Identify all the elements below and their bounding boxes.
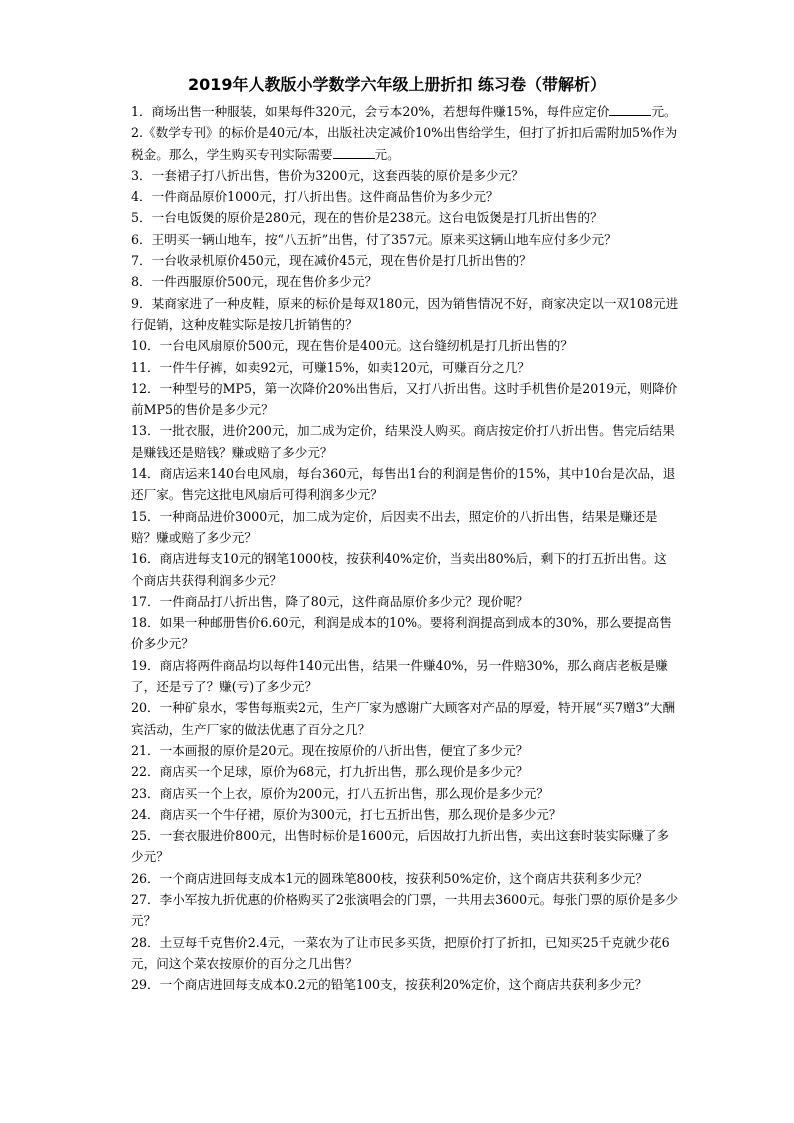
question-2 bbox=[131, 122, 679, 165]
answer-blank bbox=[609, 102, 651, 116]
question-2-unit: 元。 bbox=[374, 146, 400, 162]
question-1-text: 1．商场出售一种服装，如果每件320元，会亏本20%，若想每件赚15%，每件应定价 bbox=[131, 104, 610, 119]
question-3: 3．一套裙子打八折出售，售价为3200元，这套西装的原价是多少元？ bbox=[131, 167, 524, 183]
question-28: 28．土豆每千克售价2.4元，一菜农为了让市民多买货，把原价打了折扣，已知买25千克就少花6元，问这个菜农按原价的百分之几出售？ bbox=[131, 934, 670, 971]
question-13: 13．一批衣服，进价200元，加二成为定价，结果没人购买。商店按定价打八折出售。售完后结果是赚钱还是赔钱？赚或赔了多少元？ bbox=[131, 423, 675, 460]
question-1-unit: 元。 bbox=[651, 104, 677, 119]
question-23: 23．商店买一个上衣，原价为200元，打八五折出售，那么现价是多少元？ bbox=[131, 785, 549, 801]
question-21: 21．一本画报的原价是20元。现在按原价的八折出售，便宜了多少元？ bbox=[131, 742, 529, 758]
question-11: 11．一件牛仔裤，如卖92元，可赚15%，如卖120元，可赚百分之几？ bbox=[131, 359, 530, 375]
question-12: 12．一种型号的MP5，第一次降价20%出售后，又打八折出售。这时手机售价是2019元，则降价前MP5的售价是多少元？ bbox=[131, 380, 678, 418]
question-25: 25．一套衣服进价800元，出售时标价是1600元，后因故打九折出售，卖出这套时装实际赚了多少元？ bbox=[131, 828, 670, 865]
question-16: 16．商店进每支10元的钢笔1000枝，按获利40%定价，当卖出80%后，剩下的打五折出售。这个商店共获得利润多少元？ bbox=[131, 551, 667, 588]
question-17: 17．一件商品打八折出售，降了80元，这件商品原价多少元？现价呢？ bbox=[131, 593, 529, 609]
question-29: 29．一个商店进回每支成本0.2元的铅笔100支，按获利20%定价，这个商店共获利多少元？ bbox=[131, 977, 648, 993]
question-22: 22．商店买一个足球，原价为68元，打九折出售，那么现价是多少元？ bbox=[131, 764, 529, 780]
question-6: 6．王明买一辆山地车，按“八五折”出售，付了357元。原来买这辆山地车应付多少元？ bbox=[131, 231, 617, 247]
question-26: 26．一个商店进回每支成本1元的圆珠笔800枝，按获利50%定价，这个商店共获利多少元？ bbox=[131, 870, 648, 886]
question-5: 5．一台电饭煲的原价是280元，现在的售价是238元。这台电饭煲是打几折出售的？ bbox=[131, 210, 603, 226]
question-2-text: 2.《数学专刊》的标价是40元/本，出版社决定减价10%出售给学生，但打了折扣后需附加5%作为税金。那么，学生购买专刊实际需要 bbox=[131, 125, 678, 162]
question-27: 27．李小军按九折优惠的价格购买了2张演唱会的门票，一共用去3600元。每张门票的原价是多少元？ bbox=[131, 891, 679, 929]
question-10: 10．一台电风扇原价500元，现在售价是400元。这台缝纫机是打几折出售的？ bbox=[131, 338, 573, 354]
question-14: 14．商店运来140台电风扇，每台360元，每售出1台的利润是售价的15%，其中10台是次品，退还厂家。售完这批电风扇后可得利润多少元？ bbox=[131, 466, 676, 503]
question-9: 9．某商家进了一种皮鞋，原来的标价是每双180元，因为销售情况不好，商家决定以一双108元进行促销，这种皮鞋实际是按几折销售的？ bbox=[131, 295, 679, 332]
question-19: 19．商店将两件商品均以每件140元出售，结果一件赚40%，另一件赔30%，那么商店老板是赚了，还是亏了？赚(亏)了多少元？ bbox=[131, 657, 668, 695]
question-8: 8．一件西服原价500元，现在售价多少元？ bbox=[131, 274, 378, 290]
question-4: 4．一件商品原价1000元，打八折出售。这件商品售价为多少元？ bbox=[131, 189, 499, 205]
question-18: 18．如果一种邮册售价6.60元，利润是成本的10%。要将利润提高到成本的30%，那么要提高售价多少元？ bbox=[131, 615, 672, 652]
answer-blank bbox=[333, 145, 375, 159]
question-20: 20．一种矿泉水，零售每瓶卖2元，生产厂家为感谢广大顾客对产品的厚爱，特开展“买7赠3”大酬宾活动，生产厂家的做法优惠了百分之几？ bbox=[131, 700, 676, 737]
question-7: 7．一台收录机原价450元，现在减价45元，现在售价是打几折出售的？ bbox=[131, 253, 532, 269]
question-1 bbox=[131, 101, 679, 122]
page-title: 2019年人教版小学数学六年级上册折扣 练习卷（带解析） bbox=[187, 75, 607, 94]
question-15: 15．一种商品进价3000元，加二成为定价，后因卖不出去，照定价的八折出售，结果是赚还是赔？赚或赔了多少元？ bbox=[131, 508, 658, 545]
question-list bbox=[131, 101, 679, 995]
question-24: 24．商店买一个牛仔裙，原价为300元，打七五折出售，那么现价是多少元？ bbox=[131, 806, 562, 822]
